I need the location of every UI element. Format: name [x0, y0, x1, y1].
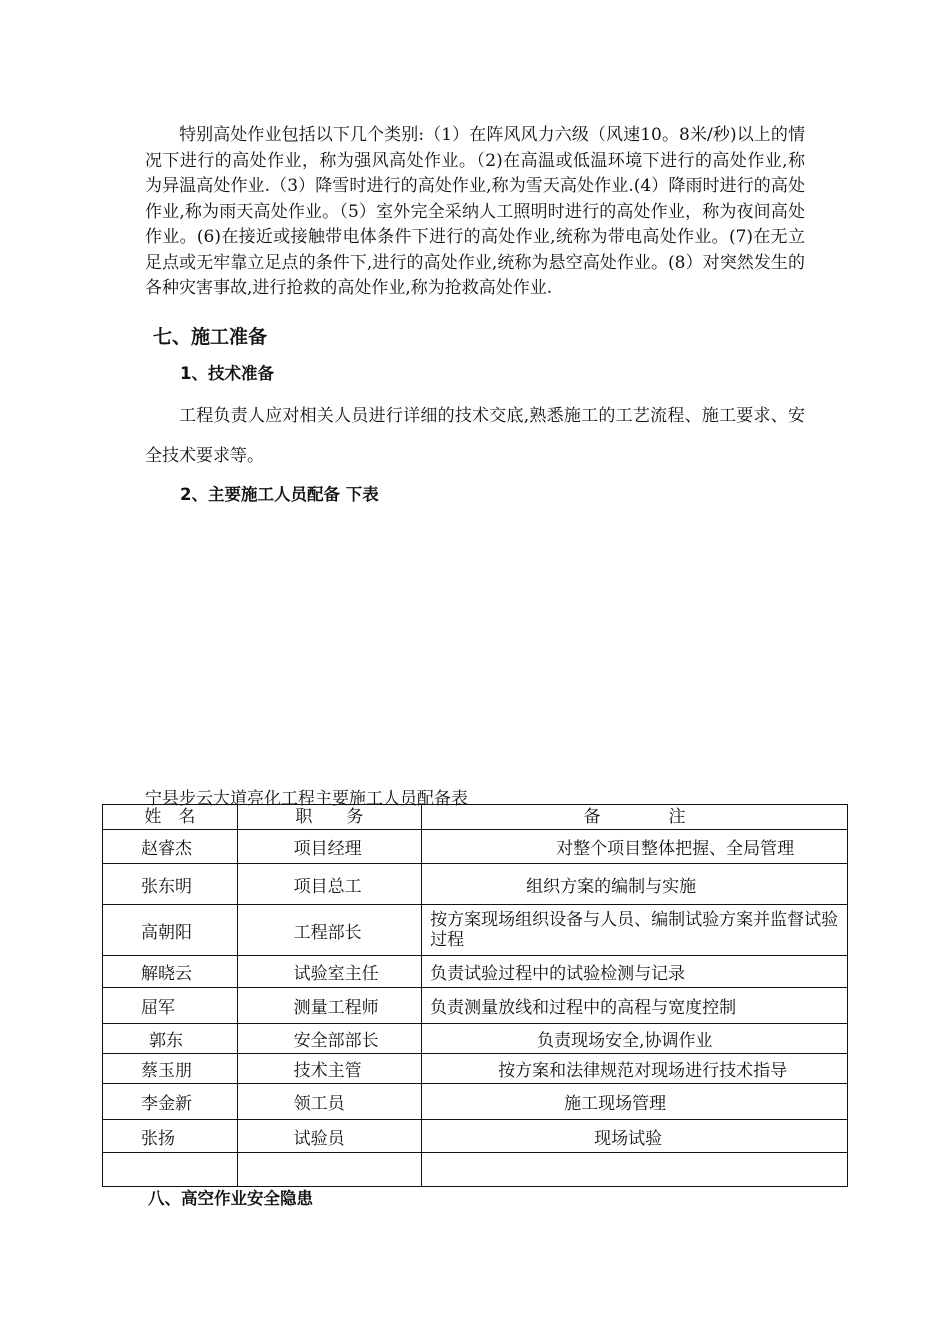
section-7-heading: 七、施工准备: [153, 326, 268, 348]
table-row: [103, 1120, 848, 1153]
row-position: 试验员: [237, 1120, 421, 1153]
tech-prep-paragraph: 工程负责人应对相关人员进行详细的技术交底,熟悉施工的工艺流程、施工要求、安全技术要求等。: [145, 406, 805, 466]
table-row: [103, 1084, 848, 1120]
table-row: [103, 1024, 848, 1054]
header-position: 职 务: [237, 805, 421, 830]
header-name: 姓 名: [103, 805, 238, 830]
row-name: 屈军: [103, 988, 238, 1024]
table-row: [103, 905, 848, 956]
staffing-heading: 2、主要施工人员配备 下表: [180, 485, 379, 504]
table-row: [103, 830, 848, 864]
row-note: [422, 1153, 848, 1187]
row-note: 负责现场安全,协调作业: [422, 1024, 848, 1054]
row-note: 负责测量放线和过程中的高程与宽度控制: [422, 988, 848, 1024]
table-row: [103, 1153, 848, 1187]
row-name: [103, 1153, 238, 1187]
row-name: 高朝阳: [103, 905, 238, 956]
row-position: 项目经理: [237, 830, 421, 864]
row-note: 对整个项目整体把握、全局管理: [422, 830, 848, 864]
row-position: 安全部部长: [237, 1024, 421, 1054]
header-note: 备 注: [422, 805, 848, 830]
table-row: [103, 864, 848, 905]
tech-prep-heading: 1、技术准备: [180, 364, 274, 383]
row-note: 按方案和法律规范对现场进行技术指导: [422, 1054, 848, 1084]
row-name: 蔡玉朋: [103, 1054, 238, 1084]
special-work-paragraph: 特别高处作业包括以下几个类别:（1）在阵风风力六级（风速10。8米/秒)以上的情况下进行的高处作业，称为强风高处作业。（2)在高温或低温环境下进行的高处作业,称为异温高处作业.（3）降雪时进行的高处作业,称为雪天高处作业.(4）降雨时进行的高处作业,称为雨天高处作业。（5）室外完全采纳人工照明时进行的高处作业，称为夜间高处作业。(6)在接近或接触带电体条件下进行的高处作业,统称为带电高处作业。(7)在无立足点或无牢靠立足点的条件下,进行的高处作业,统称为悬空高处作业。(8）对突然发生的各种灾害事故,进行抢救的高处作业,称为抢救高处作业.: [145, 125, 805, 298]
row-note: 施工现场管理: [422, 1084, 848, 1120]
table-row: [103, 988, 848, 1024]
staff-table: [102, 804, 848, 1187]
row-note: 按方案现场组织设备与人员、编制试验方案并监督试验过程: [422, 905, 848, 956]
row-name: 郭东: [103, 1024, 238, 1054]
row-position: [237, 1153, 421, 1187]
row-note: 组织方案的编制与实施: [422, 864, 848, 905]
table-caption: 宁县步云大道亮化工程主要施工人员配备表: [145, 789, 468, 809]
row-name: 解晓云: [103, 956, 238, 988]
row-name: 张扬: [103, 1120, 238, 1153]
row-position: 领工员: [237, 1084, 421, 1120]
table-row: [103, 1054, 848, 1084]
row-note: 负责试验过程中的试验检测与记录: [422, 956, 848, 988]
row-name: 赵睿杰: [103, 830, 238, 864]
table-row: [103, 956, 848, 988]
table-header-row: [103, 805, 848, 830]
row-position: 技术主管: [237, 1054, 421, 1084]
row-note: 现场试验: [422, 1120, 848, 1153]
row-position: 测量工程师: [237, 988, 421, 1024]
row-position: 工程部长: [237, 905, 421, 956]
row-name: 李金新: [103, 1084, 238, 1120]
row-name: 张东明: [103, 864, 238, 905]
row-position: 项目总工: [237, 864, 421, 905]
row-position: 试验室主任: [237, 956, 421, 988]
section-8-heading: 八、高空作业安全隐患: [148, 1189, 313, 1208]
